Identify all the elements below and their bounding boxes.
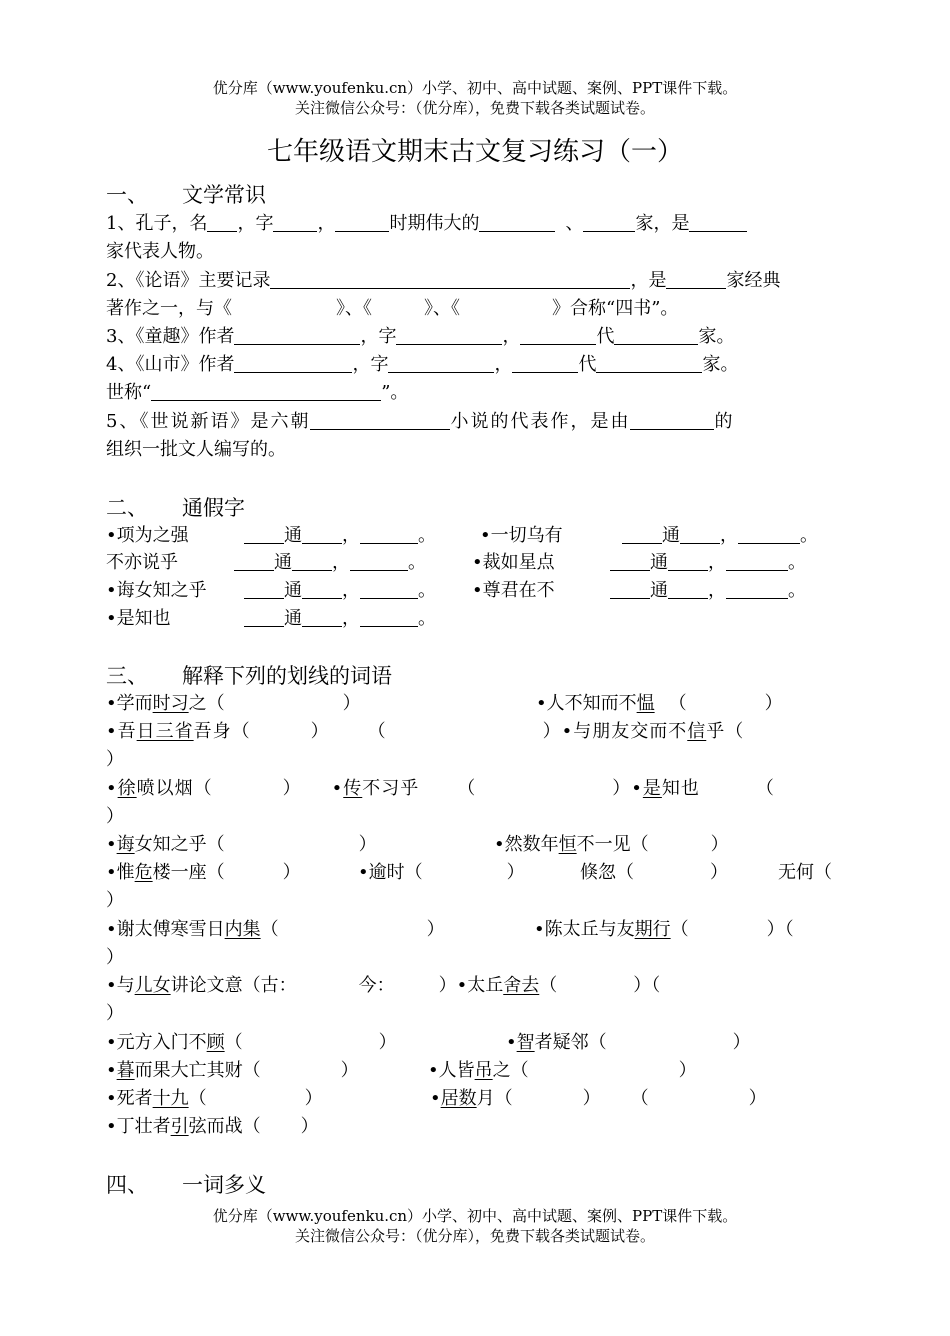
text: 世称“: [106, 382, 152, 403]
vocab-item: [358, 859, 525, 887]
text: ，字: [352, 354, 389, 375]
vocab-item: [778, 859, 832, 887]
answer-blank[interactable]: [270, 268, 630, 289]
answer-blank[interactable]: [596, 352, 702, 373]
text: ，: [708, 552, 726, 573]
text: 通: [650, 552, 668, 573]
vocab-item: [494, 831, 729, 859]
tongjia-item: •一切乌有: [480, 525, 563, 546]
text: ）: [678, 1060, 697, 1081]
text: 通: [284, 525, 302, 546]
text: ）: [426, 919, 445, 940]
vocab-item: [106, 718, 744, 746]
text: ）: [282, 778, 302, 799]
text: 4、《山市》作者: [106, 354, 235, 375]
vocab-item: [534, 916, 794, 944]
text: •: [106, 834, 117, 855]
text: 代: [596, 326, 615, 347]
vocab-item: [430, 1085, 767, 1113]
question-2-line-2: [106, 295, 846, 323]
tongjia-item: 不亦说乎: [106, 552, 178, 573]
text: •惟: [106, 862, 135, 883]
text: ）: [304, 1088, 323, 1109]
text: 乎（: [706, 721, 745, 742]
text: 月（: [476, 1088, 513, 1109]
answer-blank[interactable]: [234, 550, 274, 571]
section-number: 三、: [106, 664, 148, 688]
text: ，: [720, 525, 738, 546]
answer-blank[interactable]: [726, 550, 788, 571]
tongjia-answer: [622, 522, 818, 550]
text: 。: [418, 525, 436, 546]
answer-blank[interactable]: [310, 409, 450, 430]
question-2-line-1: [106, 267, 846, 295]
text: •: [331, 778, 344, 799]
text: •谢太傅寒雪日: [106, 919, 225, 940]
wrap-paren: ）: [106, 806, 124, 827]
underlined-word: 十九: [152, 1088, 189, 1109]
vocab-item: [106, 1085, 323, 1113]
tongjia-answer: [610, 549, 806, 577]
question-1-line-2: [106, 238, 846, 266]
wrap-paren: ）: [106, 947, 124, 968]
text: 时期伟大的: [389, 213, 480, 234]
text: ，: [342, 608, 360, 629]
text: ）: [764, 693, 783, 714]
answer-blank[interactable]: [360, 578, 418, 599]
underlined-word: 恒: [558, 834, 577, 855]
text: 组织一批文人编写的。: [106, 439, 286, 460]
answer-blank[interactable]: [302, 606, 342, 627]
underlined-word: 吊: [474, 1060, 493, 1081]
text: 家。: [702, 354, 739, 375]
text: 。: [800, 525, 818, 546]
text: ）: [710, 862, 728, 883]
question-5-line-1: [106, 408, 846, 436]
text: 通: [284, 580, 302, 601]
text: •: [106, 1060, 117, 1081]
answer-blank[interactable]: [292, 550, 332, 571]
answer-blank[interactable]: [350, 550, 408, 571]
text: ，字: [360, 326, 397, 347]
answer-blank[interactable]: [360, 606, 418, 627]
text: 知也: [661, 778, 700, 799]
text: •: [506, 1032, 517, 1053]
text: 通: [662, 525, 680, 546]
text: ）•: [612, 778, 643, 799]
text: ，: [342, 580, 360, 601]
tongjia-answer: [244, 605, 436, 633]
text: •死者: [106, 1088, 153, 1109]
question-1-line-1: [106, 210, 846, 238]
text: •吾: [106, 721, 137, 742]
footer-line-2: 关注微信公众号：（优分库），免费下载各类试题试卷。: [294, 1227, 655, 1245]
text: 家代表人物。: [106, 241, 214, 262]
text: 、: [565, 213, 584, 234]
text: （: [457, 778, 477, 799]
text: 通: [284, 608, 302, 629]
text: ，是: [630, 270, 667, 291]
text: 弦而战（: [188, 1116, 261, 1137]
tongjia-item: •项为之强: [106, 525, 189, 546]
text: ）: [340, 1060, 359, 1081]
text: 家经典: [726, 270, 781, 291]
text: •然数年: [494, 834, 559, 855]
vocab-item: [428, 1057, 697, 1085]
text: 。: [418, 608, 436, 629]
tongjia-answer: [610, 577, 806, 605]
vocab-item: [580, 859, 728, 887]
text: ，: [342, 525, 360, 546]
vocab-item: [106, 775, 775, 803]
underlined-word: 引: [170, 1116, 189, 1137]
text: 无何（: [778, 862, 832, 883]
answer-blank[interactable]: [244, 606, 284, 627]
page-title: 七年级语文期末古文复习练习（一）: [266, 137, 683, 167]
underlined-word: 智: [516, 1032, 535, 1053]
section-title: 一词多义: [182, 1173, 266, 1197]
text: 者疑邻（: [534, 1032, 607, 1053]
text: 讲论文意（古：: [170, 975, 297, 996]
answer-blank[interactable]: [610, 578, 650, 599]
text: ）: [506, 862, 525, 883]
text: ，: [708, 580, 726, 601]
text: （: [224, 1032, 243, 1053]
section-number: 四、: [106, 1173, 148, 1197]
answer-blank[interactable]: [738, 523, 800, 544]
answer-blank[interactable]: [396, 324, 502, 345]
question-4-line-2: [106, 379, 846, 407]
underlined-word: 居数: [440, 1088, 477, 1109]
underlined-word: 暮: [116, 1060, 135, 1081]
text: （: [188, 1088, 207, 1109]
text: 通: [274, 552, 292, 573]
text: 家。: [698, 326, 735, 347]
text: 著作之一，与《: [106, 298, 232, 319]
vocab-item: [536, 690, 783, 718]
vocab-item: [106, 972, 660, 1000]
underlined-word: 诲: [116, 834, 135, 855]
answer-blank[interactable]: [207, 211, 237, 232]
text: （: [630, 1088, 649, 1109]
text: （: [367, 721, 387, 742]
answer-blank[interactable]: [668, 550, 708, 571]
vocab-item: [106, 1057, 359, 1085]
vocab-item: [106, 690, 361, 718]
answer-blank[interactable]: [666, 268, 726, 289]
vocab-item: [106, 1113, 319, 1141]
text: ）（: [633, 975, 661, 996]
header-line-2: 关注微信公众号：（优分库），免费下载各类试题试卷。: [294, 99, 655, 117]
wrap-paren: ）: [106, 749, 124, 770]
text: 2、《论语》主要记录: [106, 270, 271, 291]
text: ）: [300, 1116, 319, 1137]
text: •元方入门不: [106, 1032, 207, 1053]
answer-blank[interactable]: [689, 211, 747, 232]
underlined-word: 日三省: [136, 721, 194, 742]
text: ）: [310, 721, 330, 742]
text: 的: [714, 411, 735, 432]
underlined-word: 传: [343, 778, 363, 799]
text: 》、《: [424, 298, 460, 319]
vocab-item: [506, 1029, 751, 1057]
text: 。: [788, 552, 806, 573]
text: 吾身（: [193, 721, 251, 742]
answer-blank[interactable]: [335, 211, 389, 232]
text: 》、《: [336, 298, 372, 319]
answer-blank[interactable]: [668, 578, 708, 599]
footer-line-1: 优分库（www.youfenku.cn）小学、初中、高中试题、案例、PPT课件下载。: [212, 1207, 738, 1225]
text: ，: [332, 552, 350, 573]
text: •陈太丘与友: [534, 919, 635, 940]
text: ）•与朋友交而不: [542, 721, 688, 742]
answer-blank[interactable]: [630, 409, 714, 430]
underlined-word: 是: [642, 778, 662, 799]
text: •: [106, 778, 118, 799]
text: 女知之乎（: [134, 834, 225, 855]
answer-blank[interactable]: [302, 578, 342, 599]
answer-blank[interactable]: [244, 578, 284, 599]
underlined-word: 危: [134, 862, 153, 883]
tongjia-item: •是知也: [106, 608, 171, 629]
text: （: [670, 919, 689, 940]
answer-blank[interactable]: [388, 352, 494, 373]
vocab-item: [106, 916, 445, 944]
wrap-paren: ）: [106, 890, 124, 911]
section-title: 文学常识: [182, 183, 266, 207]
underlined-word: 舍去: [503, 975, 540, 996]
underlined-word: 顾: [206, 1032, 225, 1053]
answer-blank[interactable]: [614, 324, 698, 345]
text: •逾时（: [358, 862, 423, 883]
answer-blank[interactable]: [234, 324, 360, 345]
text: 楼一座（: [152, 862, 225, 883]
section-number: 二、: [106, 496, 148, 520]
text: ）•太丘: [438, 975, 504, 996]
text: ，: [502, 326, 521, 347]
text: •与: [106, 975, 135, 996]
text: 之（: [188, 693, 225, 714]
text: •人不知而不: [536, 693, 637, 714]
text: 。: [408, 552, 426, 573]
text: ）: [710, 834, 729, 855]
text: •学而: [106, 693, 153, 714]
text: ）: [732, 1032, 751, 1053]
text: ）: [358, 834, 377, 855]
text: 3、《童趣》作者: [106, 326, 235, 347]
underlined-word: 时习: [152, 693, 189, 714]
answer-blank[interactable]: [583, 211, 635, 232]
vocab-item: [106, 859, 301, 887]
wrap-paren: ）: [106, 1003, 124, 1024]
question-4-line-1: [106, 351, 846, 379]
section-heading-4: [106, 1170, 266, 1200]
text: 而果大亡其财（: [134, 1060, 261, 1081]
section-heading-3: [106, 661, 392, 691]
text: 1、孔子，名: [106, 213, 208, 234]
tongjia-item: •诲女知之乎: [106, 580, 207, 601]
text: ，: [494, 354, 513, 375]
answer-blank[interactable]: [244, 523, 284, 544]
answer-blank[interactable]: [479, 211, 555, 232]
answer-blank[interactable]: [360, 523, 418, 544]
vocab-item: [106, 831, 377, 859]
answer-blank[interactable]: [151, 380, 381, 401]
text: ）: [582, 1088, 601, 1109]
section-number: 一、: [106, 183, 148, 207]
underlined-word: 信: [687, 721, 707, 742]
underlined-word: 愠: [636, 693, 655, 714]
answer-blank[interactable]: [302, 523, 342, 544]
text: ，字: [237, 213, 274, 234]
text: 。: [788, 580, 806, 601]
underlined-word: 徐: [117, 778, 137, 799]
text: 小说的代表作，是由: [450, 411, 631, 432]
text: （: [260, 919, 279, 940]
answer-blank[interactable]: [520, 324, 596, 345]
text: （: [755, 778, 775, 799]
section-title: 通假字: [182, 496, 245, 520]
tongjia-item: •尊君在不: [472, 580, 555, 601]
answer-blank[interactable]: [234, 352, 352, 373]
text: ）: [378, 1032, 397, 1053]
text: 家，是: [635, 213, 690, 234]
text: •人皆: [428, 1060, 475, 1081]
text: 5、《世说新语》是六朝: [106, 411, 311, 432]
header-line-1: 优分库（www.youfenku.cn）小学、初中、高中试题、案例、PPT课件下载。: [212, 79, 738, 97]
question-3: [106, 323, 846, 351]
text: ）: [342, 693, 361, 714]
text: 》合称“四书”。: [552, 298, 679, 319]
underlined-word: 儿女: [134, 975, 171, 996]
text: 不习乎: [362, 778, 420, 799]
text: ”。: [381, 382, 409, 403]
tongjia-item: •裁如星点: [472, 552, 555, 573]
vocab-item: [106, 1029, 397, 1057]
question-5-line-2: [106, 436, 846, 464]
text: 通: [650, 580, 668, 601]
answer-blank[interactable]: [622, 523, 662, 544]
answer-blank[interactable]: [680, 523, 720, 544]
text: 代: [578, 354, 597, 375]
answer-blank[interactable]: [512, 352, 578, 373]
text: 。: [418, 580, 436, 601]
tongjia-answer: [244, 577, 436, 605]
text: ，: [317, 213, 336, 234]
text: ）: [748, 1088, 767, 1109]
text: ）: [282, 862, 301, 883]
tongjia-answer: [244, 522, 436, 550]
answer-blank[interactable]: [610, 550, 650, 571]
text: 喷以烟（: [136, 778, 213, 799]
answer-blank[interactable]: [726, 578, 788, 599]
text: 不一见（: [576, 834, 649, 855]
section-heading-1: [106, 180, 266, 210]
text: •丁壮者: [106, 1116, 171, 1137]
tongjia-answer: [234, 549, 426, 577]
section-title: 解释下列的划线的词语: [182, 664, 392, 688]
text: •: [430, 1088, 441, 1109]
answer-blank[interactable]: [273, 211, 317, 232]
text: （: [539, 975, 558, 996]
text: 之（: [492, 1060, 529, 1081]
underlined-word: 内集: [224, 919, 261, 940]
text: 倏忽（: [580, 862, 634, 883]
text: （: [668, 693, 687, 714]
text: ）（: [766, 919, 794, 940]
text: 今：: [358, 975, 395, 996]
underlined-word: 期行: [634, 919, 671, 940]
section-heading-2: [106, 493, 245, 523]
